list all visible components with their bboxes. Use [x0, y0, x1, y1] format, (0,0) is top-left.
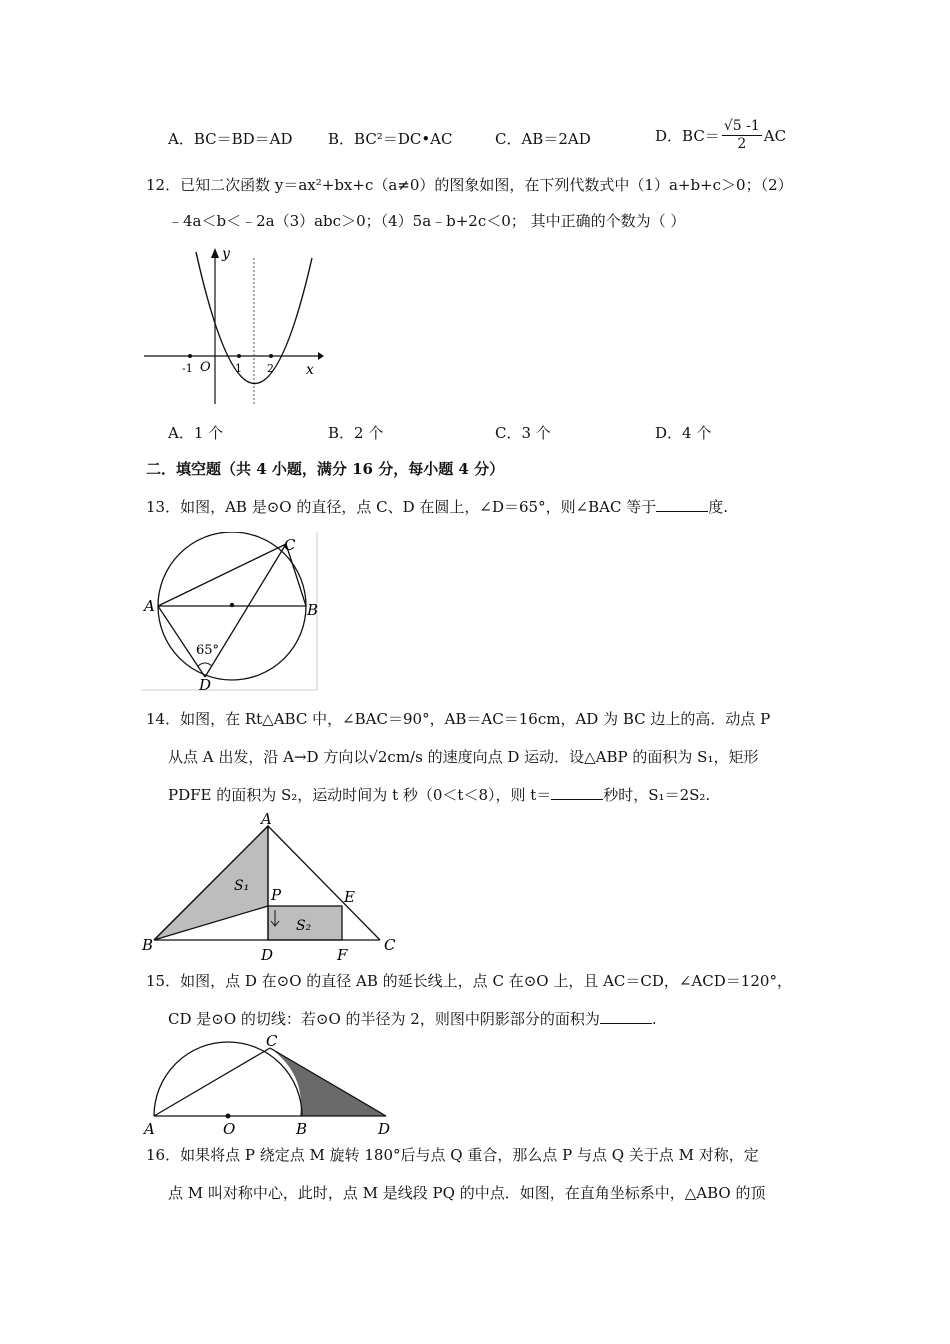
q11-d-denominator: 2 [737, 136, 747, 152]
q14-line1: 14．如图，在 Rt△ABC 中，∠BAC＝90°，AB＝AC＝16cm，AD 为 BC 边上的高．动点 P [146, 710, 771, 728]
label-two: 2 [267, 362, 274, 375]
label-a: A [144, 597, 155, 615]
q11-option-b: B．BC²＝DC•AC [328, 130, 453, 148]
label-x: x [306, 362, 314, 378]
segment-ad [158, 606, 205, 677]
q15-semicircle-figure [140, 1034, 396, 1138]
q15-answer-blank [600, 1009, 652, 1024]
q11-d-fraction [722, 118, 762, 153]
q14-answer-blank [551, 785, 603, 800]
q15-line2 [168, 1008, 657, 1030]
label-y: y [222, 246, 230, 262]
q11-option-c: C．AB＝2AD [495, 130, 591, 148]
q14-line3-b: 秒时，S₁＝2S₂. [603, 786, 711, 804]
q11-d-prefix: D．BC＝ [655, 126, 720, 145]
q13-text-b: 度. [708, 498, 729, 516]
q15-line2-a: CD 是⊙O 的切线：若⊙O 的半径为 2，则图中阴影部分的面积为 [168, 1010, 600, 1028]
q14-line3 [168, 784, 710, 806]
q16-line1: 16．如果将点 P 绕定点 M 旋转 180°后与点 Q 重合，那么点 P 与点 Q 关于点 M 对称，定 [146, 1146, 759, 1164]
label-f: F [337, 946, 348, 964]
q13-text [146, 496, 728, 518]
segment-ac [154, 1048, 270, 1116]
q11-d-numerator: √5 -1 [723, 118, 760, 134]
q13-circle-figure [142, 532, 322, 692]
label-65: 65° [196, 643, 220, 658]
q14-line2: 从点 A 出发，沿 A→D 方向以√2cm/s 的速度向点 D 运动．设△ABP 的面积为 S₁，矩形 [168, 748, 759, 766]
center-dot [230, 603, 234, 607]
q15-line2-b: . [651, 1010, 657, 1028]
q12-option-c: C．3 个 [495, 424, 551, 442]
section-heading: 二．填空题（共 4 小题，满分 16 分，每小题 4 分） [146, 460, 505, 478]
label-one: 1 [235, 362, 242, 375]
q16-line2: 点 M 叫对称中心，此时，点 M 是线段 PQ 的中点．如图，在直角坐标系中，△ABO 的顶 [168, 1184, 766, 1202]
q12-option-d: D．4 个 [655, 424, 712, 442]
label-b: B [307, 601, 319, 619]
label-minus1: -1 [182, 362, 193, 375]
tick-1 [237, 354, 241, 358]
q12-line1: 12．已知二次函数 y＝ax²+bx+c（a≠0）的图象如图，在下列代数式中（1）a+b+c＞0；（2） [146, 176, 793, 194]
label-origin: O [200, 360, 211, 375]
q12-parabola-figure [142, 244, 324, 410]
q14-triangle-figure [140, 812, 402, 964]
q11-option-d [655, 118, 786, 153]
tick-minus1 [188, 354, 192, 358]
q12-option-b: B．2 个 [328, 424, 384, 442]
label-c: C [284, 536, 296, 554]
x-axis-arrow-icon [318, 352, 324, 360]
label-d: D [261, 946, 274, 964]
angle-arc [198, 663, 212, 666]
label-o: O [223, 1120, 236, 1138]
label-d: D [378, 1120, 391, 1138]
label-b: B [296, 1120, 308, 1138]
label-e: E [344, 888, 355, 906]
label-d: D [199, 676, 212, 692]
label-p: P [271, 886, 282, 904]
q11-d-suffix: AC [763, 126, 787, 145]
q12-line2: ﹣4a＜b＜﹣2a（3）abc＞0；（4）5a﹣b+2c＜0； 其中正确的个数为（ ） [168, 212, 686, 230]
label-s1: S₁ [234, 878, 250, 894]
q12-option-a: A．1 个 [168, 424, 224, 442]
q13-answer-blank [656, 497, 708, 512]
label-a: A [144, 1120, 155, 1138]
label-s2: S₂ [296, 918, 312, 934]
label-a: A [261, 812, 272, 828]
label-c: C [384, 936, 396, 954]
label-b: B [142, 936, 154, 954]
center-o-dot [226, 1114, 231, 1119]
tick-2 [269, 354, 273, 358]
q14-line3-a: PDFE 的面积为 S₂，运动时间为 t 秒（0＜t＜8），则 t＝ [168, 786, 552, 804]
q13-text-a: 13．如图，AB 是⊙O 的直径，点 C、D 在圆上，∠D＝65°，则∠BAC 等于 [146, 498, 657, 516]
q11-option-a: A．BC＝BD＝AD [168, 130, 293, 148]
label-c: C [266, 1034, 278, 1050]
q15-line1: 15．如图，点 D 在⊙O 的直径 AB 的延长线上，点 C 在⊙O 上，且 AC＝CD，∠ACD＝120°， [146, 972, 792, 990]
y-axis-arrow-icon [211, 248, 219, 258]
